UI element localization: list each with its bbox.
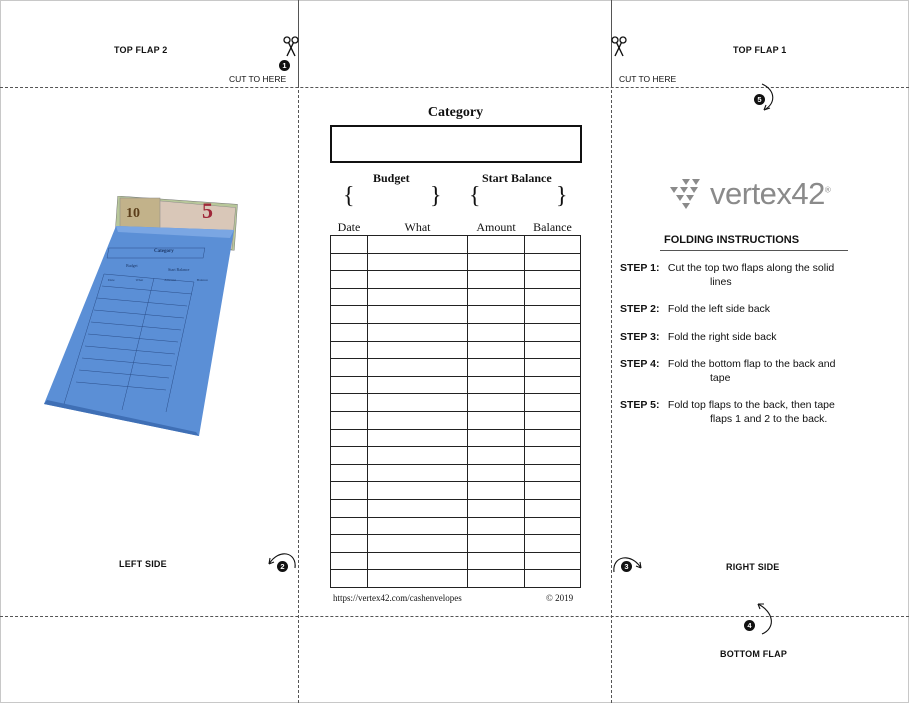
step-text: Fold the left side back xyxy=(667,303,771,315)
ledger-cell xyxy=(368,341,468,359)
ledger-cell xyxy=(368,429,468,447)
column-header: Date xyxy=(337,220,361,234)
ledger-cell xyxy=(468,323,525,341)
vertex42-logo-icon xyxy=(668,177,708,211)
ledger-cell xyxy=(368,236,468,254)
balance-brace-close: } xyxy=(556,183,568,209)
ledger-row xyxy=(331,306,581,324)
ledger-cell xyxy=(468,482,525,500)
budget-label: Budget xyxy=(373,171,410,185)
ledger-cell xyxy=(331,236,368,254)
ledger-cell xyxy=(525,429,581,447)
ledger-cell xyxy=(525,464,581,482)
ledger-cell xyxy=(331,411,368,429)
photo-columns xyxy=(108,278,208,282)
budget-brace-close: } xyxy=(430,183,442,209)
photo-col: What xyxy=(135,278,144,282)
ledger-cell xyxy=(368,376,468,394)
step-text: Fold the right side back xyxy=(667,331,777,343)
ledger-cell xyxy=(331,323,368,341)
ledger-cell xyxy=(368,323,468,341)
ledger-cell xyxy=(331,570,368,588)
step-marker-4: 4 xyxy=(744,620,755,631)
ledger-cell xyxy=(368,271,468,289)
category-box xyxy=(330,125,582,163)
ledger-cell xyxy=(331,359,368,377)
ledger-row xyxy=(331,236,581,254)
ledger-cell xyxy=(525,411,581,429)
ledger-cell xyxy=(368,517,468,535)
ledger-row xyxy=(331,517,581,535)
balance-brace-open: { xyxy=(469,183,481,209)
cut-to-here-left: CUT TO HERE xyxy=(229,74,287,84)
ledger-cell xyxy=(525,271,581,289)
ledger-cell xyxy=(331,341,368,359)
ledger-cell xyxy=(368,482,468,500)
start-balance-label: Start Balance xyxy=(482,171,552,185)
ledger-row xyxy=(331,570,581,588)
ledger-row xyxy=(331,394,581,412)
scissors-icon xyxy=(283,35,299,57)
ledger-cell xyxy=(468,535,525,553)
ledger-row xyxy=(331,411,581,429)
folding-instructions-title: FOLDING INSTRUCTIONS xyxy=(664,234,800,246)
ledger-cell xyxy=(525,570,581,588)
instruction-step: STEP 3: Fold the right side back xyxy=(620,331,777,343)
fold-line-left xyxy=(298,0,299,703)
ledger-cell xyxy=(468,253,525,271)
instruction-step: STEP 4: Fold the bottom flap to the back and tape xyxy=(620,358,836,384)
instruction-step: STEP 1: Cut the top two flaps along the solid lines xyxy=(620,262,835,288)
ledger-cell xyxy=(331,288,368,306)
ledger-cell xyxy=(525,499,581,517)
ledger-row xyxy=(331,288,581,306)
ledger-cell xyxy=(331,535,368,553)
ledger-cell xyxy=(331,447,368,465)
photo-start-text: Start Balance xyxy=(168,267,190,272)
ledger-cell xyxy=(331,306,368,324)
step-marker-3: 3 xyxy=(621,561,632,572)
ledger-cell xyxy=(368,411,468,429)
ledger-row xyxy=(331,323,581,341)
step-text: Fold top flaps to the back, then tape flaps 1 and 2 to the back. xyxy=(667,399,835,425)
ledger-cell xyxy=(331,552,368,570)
step-text: Fold the bottom flap to the back and tape xyxy=(667,358,836,384)
logo-registered: ® xyxy=(824,185,831,195)
ledger-cell xyxy=(468,447,525,465)
ledger-header xyxy=(331,220,581,236)
ledger-cell xyxy=(525,306,581,324)
fold-line-right xyxy=(611,0,612,703)
ledger-cell xyxy=(368,394,468,412)
ledger-cell xyxy=(368,253,468,271)
ledger-cell xyxy=(468,359,525,377)
instruction-step: STEP 2: Fold the left side back xyxy=(620,303,771,315)
photo-col: Amount xyxy=(164,278,176,282)
ledger-row xyxy=(331,376,581,394)
instructions-divider xyxy=(660,250,848,251)
step-marker-2: 2 xyxy=(277,561,288,572)
ledger-cell xyxy=(331,499,368,517)
ledger-row xyxy=(331,482,581,500)
vertex42-logo-text xyxy=(710,176,830,212)
photo-col: Balance xyxy=(196,278,208,282)
step-marker-5: 5 xyxy=(754,94,765,105)
ledger-cell xyxy=(525,236,581,254)
copyright: © 2019 xyxy=(546,593,574,603)
ledger-cell xyxy=(331,253,368,271)
ledger-row xyxy=(331,535,581,553)
envelope-url[interactable]: https://vertex42.com/cashenvelopes xyxy=(333,593,462,603)
ledger-cell xyxy=(525,359,581,377)
ledger-cell xyxy=(368,288,468,306)
ledger-row xyxy=(331,499,581,517)
ledger-cell xyxy=(468,499,525,517)
photo-budget-text: Budget xyxy=(126,263,138,268)
ledger-cell xyxy=(331,464,368,482)
scissors-icon xyxy=(611,35,627,57)
ledger-cell xyxy=(468,288,525,306)
column-header: What xyxy=(404,220,431,234)
ledger-row xyxy=(331,341,581,359)
category-label: Category xyxy=(427,105,484,120)
logo-wordmark: vertex42 xyxy=(710,176,825,211)
photo-category-text: Category xyxy=(154,249,174,254)
column-header: Balance xyxy=(533,220,572,234)
ledger-cell xyxy=(468,429,525,447)
ledger-cell xyxy=(468,411,525,429)
bottom-flap-label: BOTTOM FLAP xyxy=(720,649,788,659)
ledger-row xyxy=(331,253,581,271)
ledger-cell xyxy=(468,271,525,289)
instruction-step: STEP 5: Fold top flaps to the back, then tape flaps 1 and 2 to the back. xyxy=(620,399,835,425)
fold-arrow-icon xyxy=(752,600,776,636)
ledger-cell xyxy=(468,306,525,324)
ledger-cell xyxy=(331,394,368,412)
left-side-label: LEFT SIDE xyxy=(119,559,167,569)
ledger-cell xyxy=(525,394,581,412)
ledger-cell xyxy=(368,535,468,553)
top-flap-2-label: TOP FLAP 2 xyxy=(114,45,168,55)
ledger-cell xyxy=(331,517,368,535)
ledger-cell xyxy=(525,288,581,306)
ledger-row xyxy=(331,271,581,289)
ledger-cell xyxy=(368,464,468,482)
ledger-row xyxy=(331,447,581,465)
ledger-cell xyxy=(468,376,525,394)
ledger-cell xyxy=(468,517,525,535)
transaction-ledger xyxy=(330,220,581,588)
ledger-cell xyxy=(368,499,468,517)
bill-ten-numeral: 10 xyxy=(126,206,140,221)
ledger-cell xyxy=(368,306,468,324)
photo-col: Date xyxy=(108,278,115,282)
ledger-cell xyxy=(525,552,581,570)
ledger-cell xyxy=(368,447,468,465)
ledger-cell xyxy=(368,359,468,377)
ledger-row xyxy=(331,464,581,482)
ledger-cell xyxy=(468,464,525,482)
ledger-cell xyxy=(368,552,468,570)
ledger-cell xyxy=(368,570,468,588)
ledger-cell xyxy=(525,447,581,465)
envelope-photo xyxy=(44,196,244,436)
ledger-row xyxy=(331,429,581,447)
step-marker-1: 1 xyxy=(279,60,290,71)
ledger-cell xyxy=(525,535,581,553)
right-side-label: RIGHT SIDE xyxy=(726,562,780,572)
ledger-cell xyxy=(468,570,525,588)
ledger-cell xyxy=(331,482,368,500)
top-flap-1-label: TOP FLAP 1 xyxy=(733,45,787,55)
bill-five-numeral: 5 xyxy=(202,198,213,223)
ledger-cell xyxy=(525,253,581,271)
ledger-cell xyxy=(525,323,581,341)
cut-to-here-right: CUT TO HERE xyxy=(619,74,677,84)
ledger-cell xyxy=(525,482,581,500)
ledger-cell xyxy=(331,429,368,447)
ledger-row xyxy=(331,359,581,377)
ledger-cell xyxy=(468,394,525,412)
ledger-cell xyxy=(468,552,525,570)
budget-brace-open: { xyxy=(343,183,355,209)
ledger-cell xyxy=(468,341,525,359)
ledger-cell xyxy=(525,376,581,394)
ledger-cell xyxy=(331,376,368,394)
ledger-row xyxy=(331,552,581,570)
step-text: Cut the top two flaps along the solid lines xyxy=(667,262,835,288)
ledger-cell xyxy=(525,517,581,535)
column-header: Amount xyxy=(476,220,516,234)
ledger-cell xyxy=(525,341,581,359)
ledger-cell xyxy=(468,236,525,254)
ledger-cell xyxy=(331,271,368,289)
